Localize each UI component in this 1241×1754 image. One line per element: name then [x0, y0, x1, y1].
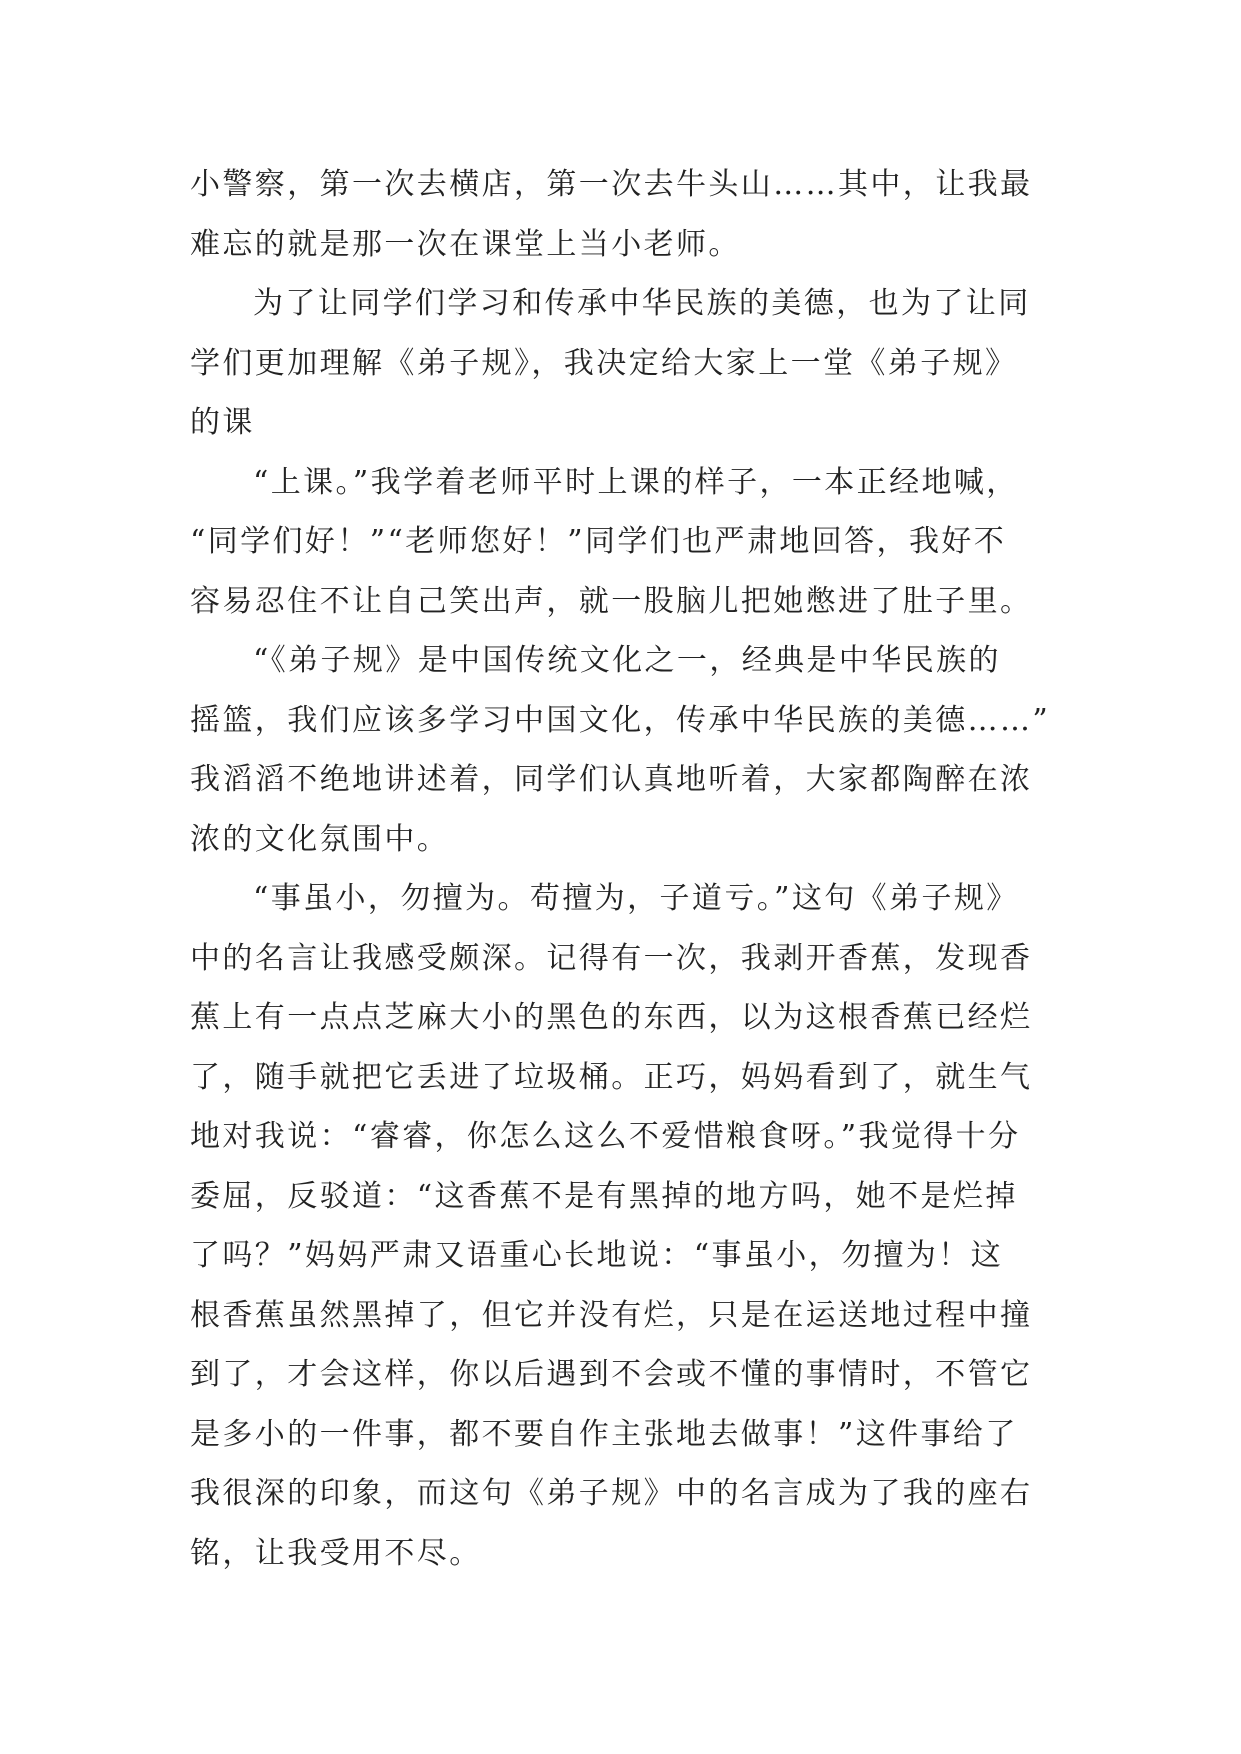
text-line: 蕉上有一点点芝麻大小的黑色的东西，以为这根香蕉已经烂 — [190, 1000, 1033, 1035]
text-line: 我滔滔不绝地讲述着，同学们认真地听着，大家都陶醉在浓 — [190, 762, 1033, 797]
text-line: 小警察，第一次去横店，第一次去牛头山……其中，让我最 — [190, 167, 1033, 202]
paragraph-first-line: “上课。”我学着老师平时上课的样子，一本正经地喊， — [253, 464, 1019, 500]
text-line: 铭，让我受用不尽。 — [190, 1535, 482, 1571]
text-line: 难忘的就是那一次在课堂上当小老师。 — [190, 226, 741, 262]
text-line: 浓的文化氛围中。 — [190, 821, 450, 857]
text-line: 到了，才会这样，你以后遇到不会或不懂的事情时，不管它 — [190, 1357, 1033, 1392]
text-line: 委屈，反驳道：“这香蕉不是有黑掉的地方吗，她不是烂掉 — [190, 1178, 1018, 1214]
text-line: 摇篮，我们应该多学习中国文化，传承中华民族的美德……” — [190, 702, 1051, 738]
paragraph-first-line: 为了让同学们学习和传承中华民族的美德，也为了让同 — [253, 286, 1031, 321]
text-line: 的课 — [190, 405, 255, 440]
text-line: 容易忍住不让自己笑出声，就一股脑儿把她憋进了肚子里。 — [190, 583, 1033, 619]
text-line: 是多小的一件事，都不要自作主张地去做事！”这件事给了 — [190, 1416, 1018, 1452]
text-line: 了，随手就把它丢进了垃圾桶。正巧，妈妈看到了，就生气 — [190, 1059, 1033, 1095]
text-line: 中的名言让我感受颇深。记得有一次，我剥开香蕉，发现香 — [190, 940, 1033, 976]
text-line: 地对我说：“睿睿，你怎么这么不爱惜粮食呀。”我觉得十分 — [190, 1119, 1021, 1154]
essay-body — [190, 155, 1090, 1583]
paragraph-first-line: “事虽小，勿擅为。苟擅为，子道亏。”这句《弟子规》 — [253, 881, 1019, 916]
text-line: 了吗？”妈妈严肃又语重心长地说：“事虽小，勿擅为！这 — [190, 1238, 1004, 1273]
text-line: “同学们好！”“老师您好！”同学们也严肃地回答，我好不 — [190, 524, 1007, 559]
text-line: 根香蕉虽然黑掉了，但它并没有烂，只是在运送地过程中撞 — [190, 1297, 1033, 1333]
text-line: 我很深的印象，而这句《弟子规》中的名言成为了我的座右 — [190, 1476, 1033, 1511]
text-line: 学们更加理解《弟子规》，我决定给大家上一堂《弟子规》 — [190, 345, 1018, 381]
paragraph-first-line: “《弟子规》是中国传统文化之一，经典是中华民族的 — [253, 643, 1001, 678]
